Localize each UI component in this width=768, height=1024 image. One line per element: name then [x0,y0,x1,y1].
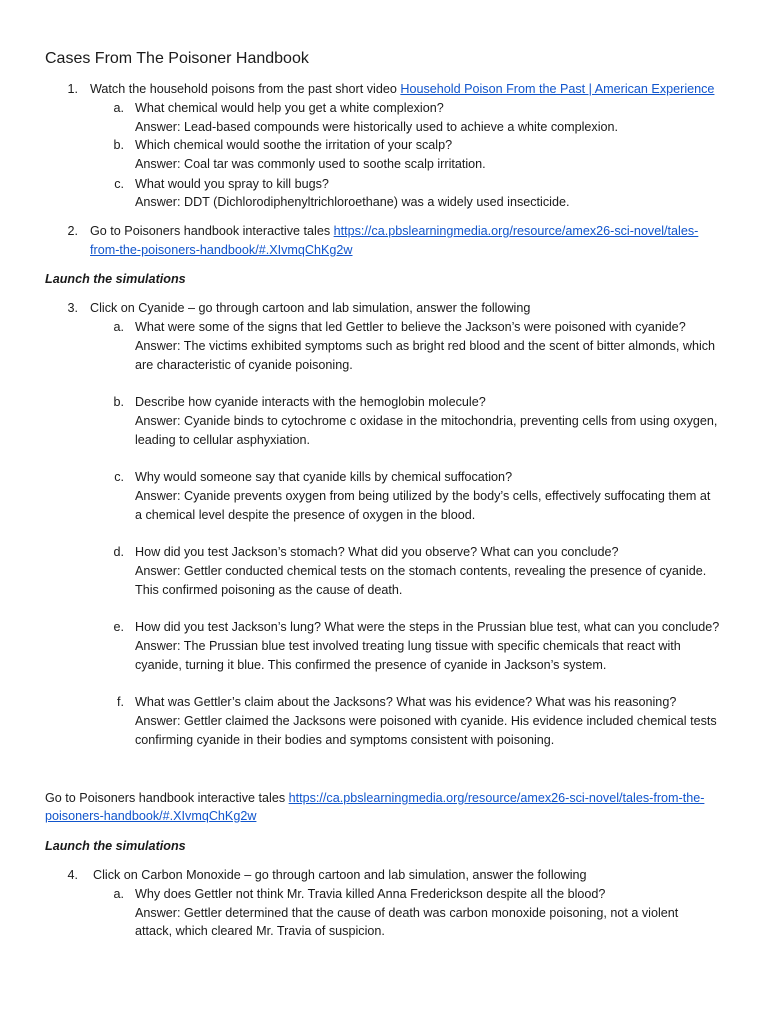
item-3b-answer-line1: Answer: Cyanide binds to cytochrome c oxidase in the mitochondria, preventing cells from using oxygen, [135,414,718,428]
item-3e-letter: e. [113,620,124,634]
item-3b-question: Describe how cyanide interacts with the hemoglobin molecule? [135,395,486,409]
item-3a-letter: a. [113,320,124,334]
video-link[interactable]: Household Poison From the Past | American Experience [400,82,715,96]
document-title: Cases From The Poisoner Handbook [45,50,309,67]
item-1b-question: Which chemical would soothe the irritation of your scalp? [135,138,453,152]
item-4a-question: Why does Gettler not think Mr. Travia killed Anna Frederickson despite all the blood? [135,887,606,901]
item-4a-answer-line2: attack, which cleared Mr. Travia of suspicion. [135,924,385,938]
item-4-number: 4. [67,868,78,882]
item-2-number: 2. [67,224,78,238]
item-3e-answer-line2: cyanide, turning it blue. This confirmed the presence of cyanide in Jackson’s system. [135,658,607,672]
item-3f-letter: f. [117,695,124,709]
item-3e-answer-line1: Answer: The Prussian blue test involved treating lung tissue with specific chemicals that react with [135,639,681,653]
tales-link-2-line1[interactable]: https://ca.pbslearningmedia.org/resource/amex26-sci-novel/tales-from-the- [288,791,705,805]
item-1c-letter: c. [114,177,124,191]
item-4-text: Click on Carbon Monoxide – go through cartoon and lab simulation, answer the following [93,868,587,882]
item-3c-question: Why would someone say that cyanide kills by chemical suffocation? [135,470,513,484]
item-3d-letter: d. [113,545,124,559]
item-3f-answer-line1: Answer: Gettler claimed the Jacksons were poisoned with cyanide. His evidence included chemical tests [135,714,717,728]
item-1a-answer: Answer: Lead-based compounds were historically used to achieve a white complexion. [135,120,619,134]
item-3c-answer-line2: a chemical level despite the presence of oxygen in the blood. [135,508,476,522]
goto-instruction: Go to Poisoners handbook interactive tales [45,791,289,805]
item-3c-letter: c. [114,470,124,484]
item-3f-question: What was Gettler’s claim about the Jacksons? What was his evidence? What was his reasoning? [135,695,677,709]
tales-link-line1[interactable]: https://ca.pbslearningmedia.org/resource/amex26-sci-novel/tales- [333,224,699,238]
tales-link-2-line2[interactable]: poisoners-handbook/#.XIvmqChKg2w [45,809,257,823]
item-1c-question: What would you spray to kill bugs? [135,177,329,191]
goto-link-cont [45,807,735,826]
item-1-number: 1. [67,82,78,96]
item-1b-answer: Answer: Coal tar was commonly used to soothe scalp irritation. [135,157,486,171]
launch-heading-2: Launch the simulations [45,839,186,853]
item-3a-answer-line2: are characteristic of cyanide poisoning. [135,358,353,372]
item-3d-answer-line2: This confirmed poisoning as the cause of death. [135,583,403,597]
item-3d-question: How did you test Jackson’s stomach? What did you observe? What can you conclude? [135,545,619,559]
item-1b-letter: b. [113,138,124,152]
item-1a-question: What chemical would help you get a white complexion? [135,101,444,115]
item-3e-question: How did you test Jackson’s lung? What were the steps in the Prussian blue test, what can you conclude? [135,620,720,634]
item-3-number: 3. [67,301,78,315]
item-3b-answer-line2: leading to cellular asphyxiation. [135,433,311,447]
item-4a-answer-line1: Answer: Gettler determined that the cause of death was carbon monoxide poisoning, not a violent [135,906,679,920]
item-3d-answer-line1: Answer: Gettler conducted chemical tests on the stomach contents, revealing the presence of cyanide. [135,564,707,578]
item-1-text [90,80,714,99]
item-1-instruction: Watch the household poisons from the past short video [90,82,401,96]
item-3c-answer-line1: Answer: Cyanide prevents oxygen from being utilized by the body’s cells, effectively suffocating them at [135,489,711,503]
item-3-text: Click on Cyanide – go through cartoon and lab simulation, answer the following [90,301,531,315]
tales-link-line2[interactable]: from-the-poisoners-handbook/#.XIvmqChKg2w [90,243,353,257]
item-3a-answer-line1: Answer: The victims exhibited symptoms such as bright red blood and the scent of bitter almonds, which [135,339,716,353]
item-1c-answer: Answer: DDT (Dichlorodiphenyltrichloroethane) was a widely used insecticide. [135,195,570,209]
launch-heading-1: Launch the simulations [45,272,186,286]
item-3a-question: What were some of the signs that led Gettler to believe the Jackson’s were poisoned with cyanide? [135,320,686,334]
item-3f-answer-line2: confirming cyanide in their bodies and symptoms consistent with poisoning. [135,733,555,747]
item-2-text [90,222,698,241]
item-2-link-cont [90,241,353,260]
item-2-instruction: Go to Poisoners handbook interactive tales [90,224,334,238]
item-3b-letter: b. [113,395,124,409]
item-4a-letter: a. [113,887,124,901]
item-1a-letter: a. [113,101,124,115]
goto-text [45,789,735,808]
